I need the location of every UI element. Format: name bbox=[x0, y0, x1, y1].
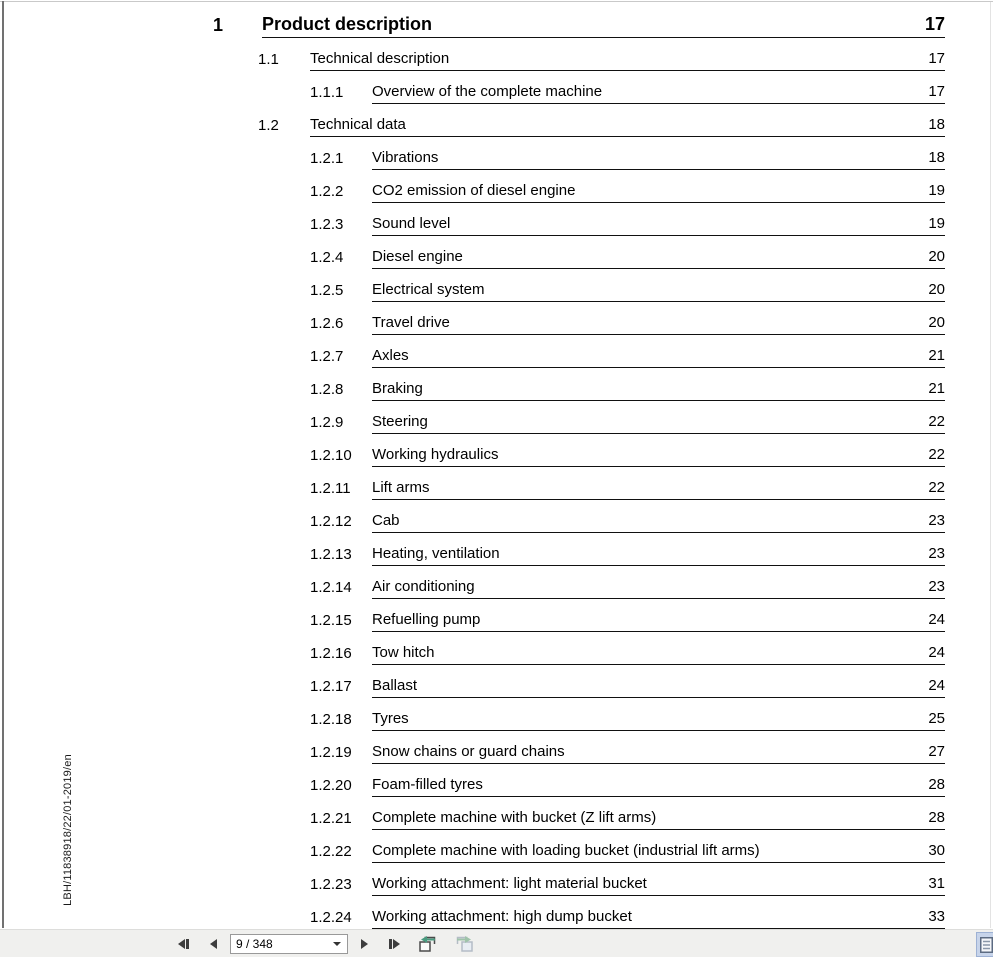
toc-entry-number[interactable]: 1.2.21 bbox=[310, 810, 352, 827]
toc-entry-page[interactable]: 28 bbox=[928, 776, 945, 793]
toc-entry-page[interactable]: 22 bbox=[928, 413, 945, 430]
toc-entry-page[interactable]: 23 bbox=[928, 578, 945, 595]
toc-entry-row[interactable] bbox=[310, 71, 945, 104]
toc-entry-row[interactable] bbox=[310, 302, 945, 335]
toc-entry-title[interactable]: Tyres bbox=[372, 710, 409, 727]
toc-entry-row[interactable] bbox=[310, 137, 945, 170]
toc-entry-page[interactable]: 25 bbox=[928, 710, 945, 727]
toc-entry-row[interactable] bbox=[310, 632, 945, 665]
previous-page-icon bbox=[207, 938, 219, 950]
toc-entry-page[interactable]: 24 bbox=[928, 677, 945, 694]
toc-entry-leader bbox=[372, 777, 945, 797]
toc-entry-page[interactable]: 20 bbox=[928, 248, 945, 265]
toc-entry-page[interactable]: 28 bbox=[928, 809, 945, 826]
toc-entry-number[interactable]: 1.2.10 bbox=[310, 447, 352, 464]
toc-entry-number[interactable]: 1.2.14 bbox=[310, 579, 352, 596]
toc-entry-number[interactable]: 1.2.3 bbox=[310, 216, 344, 233]
toc-entry-row[interactable] bbox=[310, 533, 945, 566]
scrollbar-track[interactable] bbox=[990, 2, 991, 928]
last-page-icon bbox=[387, 938, 402, 950]
toc-entry-row[interactable] bbox=[310, 566, 945, 599]
toc-entry-number[interactable]: 1.1 bbox=[258, 51, 279, 68]
toc-entry-number[interactable]: 1.2.20 bbox=[310, 777, 352, 794]
last-page-button[interactable] bbox=[383, 934, 406, 954]
toc-entry-number[interactable]: 1.2.19 bbox=[310, 744, 352, 761]
toc-entry-title[interactable]: Complete machine with bucket (Z lift arms) bbox=[372, 809, 657, 826]
toc-entry-row[interactable] bbox=[310, 434, 945, 467]
toc-entry-page[interactable]: 18 bbox=[928, 116, 945, 133]
toc-entry-number[interactable]: 1.2.11 bbox=[310, 480, 351, 497]
toc-entry-leader bbox=[372, 579, 945, 599]
toc-entry-number[interactable]: 1.2.2 bbox=[310, 183, 344, 200]
toc-entry-number[interactable]: 1.2.16 bbox=[310, 645, 352, 662]
toc-entry-title[interactable]: Axles bbox=[372, 347, 409, 364]
toc-entry-row[interactable] bbox=[310, 335, 945, 368]
toc-entry-page[interactable]: 22 bbox=[928, 479, 945, 496]
toc-entry-leader bbox=[372, 513, 945, 533]
toc-entry-title[interactable]: Working attachment: light material bucket bbox=[372, 875, 647, 892]
combo-caret-icon bbox=[333, 942, 341, 946]
toc-entry-page[interactable]: 20 bbox=[928, 281, 945, 298]
toc-entry-leader bbox=[372, 612, 945, 632]
next-page-icon bbox=[359, 938, 371, 950]
toc-entry-number[interactable]: 1.2.5 bbox=[310, 282, 344, 299]
first-page-icon bbox=[176, 938, 191, 950]
toc-entry-row[interactable] bbox=[310, 863, 945, 896]
first-page-button[interactable] bbox=[172, 934, 195, 954]
toc-entry-leader bbox=[372, 84, 945, 104]
toc-entry-leader bbox=[372, 150, 945, 170]
toc-entry-title[interactable]: Cab bbox=[372, 512, 400, 529]
toc-entry-title[interactable]: Foam-filled tyres bbox=[372, 776, 483, 793]
toc-entry-row[interactable] bbox=[213, 0, 945, 38]
toc-entry-title[interactable]: Technical description bbox=[310, 50, 450, 67]
toc-entry-leader bbox=[372, 876, 945, 896]
toc-entry-row[interactable] bbox=[310, 170, 945, 203]
toc-entry-page[interactable]: 17 bbox=[928, 50, 945, 67]
toc-entry-row[interactable] bbox=[310, 797, 945, 830]
toc-entry-row[interactable] bbox=[310, 203, 945, 236]
toc-entry-title[interactable]: Technical data bbox=[310, 116, 406, 133]
toc-entry-title[interactable]: Tow hitch bbox=[372, 644, 435, 661]
page-indicator-value: 9 / 348 bbox=[236, 936, 273, 951]
document-code-vertical: LBH/11838918/22/01-2019/en bbox=[62, 754, 74, 906]
toc-entry-row[interactable] bbox=[258, 38, 945, 71]
toc-entry-number[interactable]: 1.1.1 bbox=[310, 84, 344, 101]
toc-entry-title[interactable]: Diesel engine bbox=[372, 248, 463, 265]
toc-entry-page[interactable]: 18 bbox=[928, 149, 945, 166]
toc-entry-row[interactable] bbox=[310, 599, 945, 632]
toc-entry-leader bbox=[372, 678, 945, 698]
toc-entry-page[interactable]: 17 bbox=[924, 14, 945, 34]
previous-view-button[interactable] bbox=[414, 934, 442, 954]
next-view-icon bbox=[454, 935, 474, 953]
toc-entry-title[interactable]: Vibrations bbox=[372, 149, 439, 166]
toc-entry-number[interactable]: 1.2.13 bbox=[310, 546, 352, 563]
next-page-button[interactable] bbox=[355, 934, 375, 954]
toc-entry-number[interactable]: 1.2.24 bbox=[310, 909, 352, 926]
toc-entry-title[interactable]: Heating, ventilation bbox=[372, 545, 500, 562]
toc-entry-number[interactable]: 1 bbox=[213, 15, 224, 35]
toc-entry-title[interactable]: CO2 emission of diesel engine bbox=[372, 182, 576, 199]
toc-entry-number[interactable]: 1.2.6 bbox=[310, 315, 344, 332]
toc-entry-number[interactable]: 1.2.8 bbox=[310, 381, 344, 398]
toc-entry-leader bbox=[372, 810, 945, 830]
toc-entry-row[interactable] bbox=[310, 467, 945, 500]
toc-entry-row[interactable] bbox=[310, 500, 945, 533]
toc-entry-title[interactable]: Complete machine with loading bucket (industrial lift arms) bbox=[372, 842, 760, 859]
toc-entry-page[interactable]: 30 bbox=[928, 842, 945, 859]
toc-entry-number[interactable]: 1.2.9 bbox=[310, 414, 344, 431]
toc-entry-page[interactable]: 24 bbox=[928, 611, 945, 628]
toc-entry-number[interactable]: 1.2 bbox=[258, 117, 279, 134]
toc-entry-page[interactable]: 21 bbox=[928, 347, 945, 364]
toc-entry-leader bbox=[372, 183, 945, 203]
toc-entry-page[interactable]: 31 bbox=[928, 875, 945, 892]
toc-entry-row[interactable] bbox=[258, 104, 945, 137]
toc-entry-leader bbox=[372, 909, 945, 929]
toc-entry-number[interactable]: 1.2.18 bbox=[310, 711, 352, 728]
toc-entry-row[interactable] bbox=[310, 665, 945, 698]
toc-entry-leader bbox=[372, 414, 945, 434]
page-left-border bbox=[2, 1, 4, 928]
toc-entry-title[interactable]: Lift arms bbox=[372, 479, 430, 496]
toc-entry-title[interactable]: Refuelling pump bbox=[372, 611, 481, 628]
toc-entry-page[interactable]: 33 bbox=[928, 908, 945, 925]
previous-view-icon bbox=[418, 935, 438, 953]
toc-entry-row[interactable] bbox=[310, 698, 945, 731]
pages-panel-toggle-button[interactable] bbox=[976, 932, 993, 957]
toc-entry-title[interactable]: Braking bbox=[372, 380, 423, 397]
toc-entry-number[interactable]: 1.2.17 bbox=[310, 678, 352, 695]
toc-entry-leader bbox=[372, 645, 945, 665]
toc-entry-leader bbox=[372, 348, 945, 368]
toc-entry-page[interactable]: 23 bbox=[928, 545, 945, 562]
toc-entry-title[interactable]: Product description bbox=[262, 14, 433, 34]
toc-entry-leader bbox=[310, 51, 945, 71]
toc-entry-page[interactable]: 22 bbox=[928, 446, 945, 463]
toc-entry-row[interactable] bbox=[310, 368, 945, 401]
toc-entry-page[interactable]: 27 bbox=[928, 743, 945, 760]
page-top-border bbox=[0, 1, 993, 2]
toc-entry-title[interactable]: Travel drive bbox=[372, 314, 450, 331]
toc-entry-leader bbox=[372, 282, 945, 302]
toc-entry-title[interactable]: Steering bbox=[372, 413, 428, 430]
toc-entry-row[interactable] bbox=[310, 764, 945, 797]
pages-panel-icon bbox=[980, 937, 993, 953]
toc-entry-leader bbox=[372, 315, 945, 335]
toc-entry-page[interactable]: 17 bbox=[928, 83, 945, 100]
page-number-combobox[interactable] bbox=[230, 934, 348, 954]
viewer-toolbar bbox=[0, 929, 993, 957]
toc-entry-row[interactable] bbox=[310, 896, 945, 929]
toc-entry-leader bbox=[372, 381, 945, 401]
toc-entry-leader bbox=[372, 249, 945, 269]
toc-entry-row[interactable] bbox=[310, 401, 945, 434]
toc-entry-number[interactable]: 1.2.23 bbox=[310, 876, 352, 893]
toc-entry-number[interactable]: 1.2.7 bbox=[310, 348, 344, 365]
toc-entry-page[interactable]: 24 bbox=[928, 644, 945, 661]
toc-entry-row[interactable] bbox=[310, 236, 945, 269]
toc-entry-page[interactable]: 21 bbox=[928, 380, 945, 397]
toc-entry-title[interactable]: Working hydraulics bbox=[372, 446, 499, 463]
toc-entry-title[interactable]: Air conditioning bbox=[372, 578, 475, 595]
toc-entry-title[interactable]: Electrical system bbox=[372, 281, 485, 298]
toc-entry-leader bbox=[372, 447, 945, 467]
toc-entry-number[interactable]: 1.2.4 bbox=[310, 249, 344, 266]
toc-entry-leader bbox=[262, 15, 945, 38]
toc-entry-page[interactable]: 20 bbox=[928, 314, 945, 331]
toc-entry-number[interactable]: 1.2.22 bbox=[310, 843, 352, 860]
toc-entry-number[interactable]: 1.2.15 bbox=[310, 612, 352, 629]
toc-entry-title[interactable]: Working attachment: high dump bucket bbox=[372, 908, 632, 925]
toc-entry-number[interactable]: 1.2.1 bbox=[310, 150, 344, 167]
toc-entry-leader bbox=[372, 480, 945, 500]
toc-entry-title[interactable]: Overview of the complete machine bbox=[372, 83, 603, 100]
toc-entry-row[interactable] bbox=[310, 830, 945, 863]
toc-entry-leader bbox=[372, 546, 945, 566]
toc-entry-leader bbox=[372, 711, 945, 731]
toc-entry-title[interactable]: Sound level bbox=[372, 215, 451, 232]
toc-entry-leader bbox=[372, 843, 945, 863]
next-view-button[interactable] bbox=[450, 934, 478, 954]
toc-entry-title[interactable]: Ballast bbox=[372, 677, 418, 694]
toc-entry-row[interactable] bbox=[310, 731, 945, 764]
toc-entry-leader bbox=[372, 744, 945, 764]
toc-entry-leader bbox=[372, 216, 945, 236]
toc-entry-page[interactable]: 19 bbox=[928, 215, 945, 232]
previous-page-button[interactable] bbox=[203, 934, 223, 954]
toc-entry-leader bbox=[310, 117, 945, 137]
toc-entry-number[interactable]: 1.2.12 bbox=[310, 513, 352, 530]
toc-entry-title[interactable]: Snow chains or guard chains bbox=[372, 743, 565, 760]
toc-entry-page[interactable]: 23 bbox=[928, 512, 945, 529]
toc-entry-page[interactable]: 19 bbox=[928, 182, 945, 199]
toc-entry-row[interactable] bbox=[310, 269, 945, 302]
